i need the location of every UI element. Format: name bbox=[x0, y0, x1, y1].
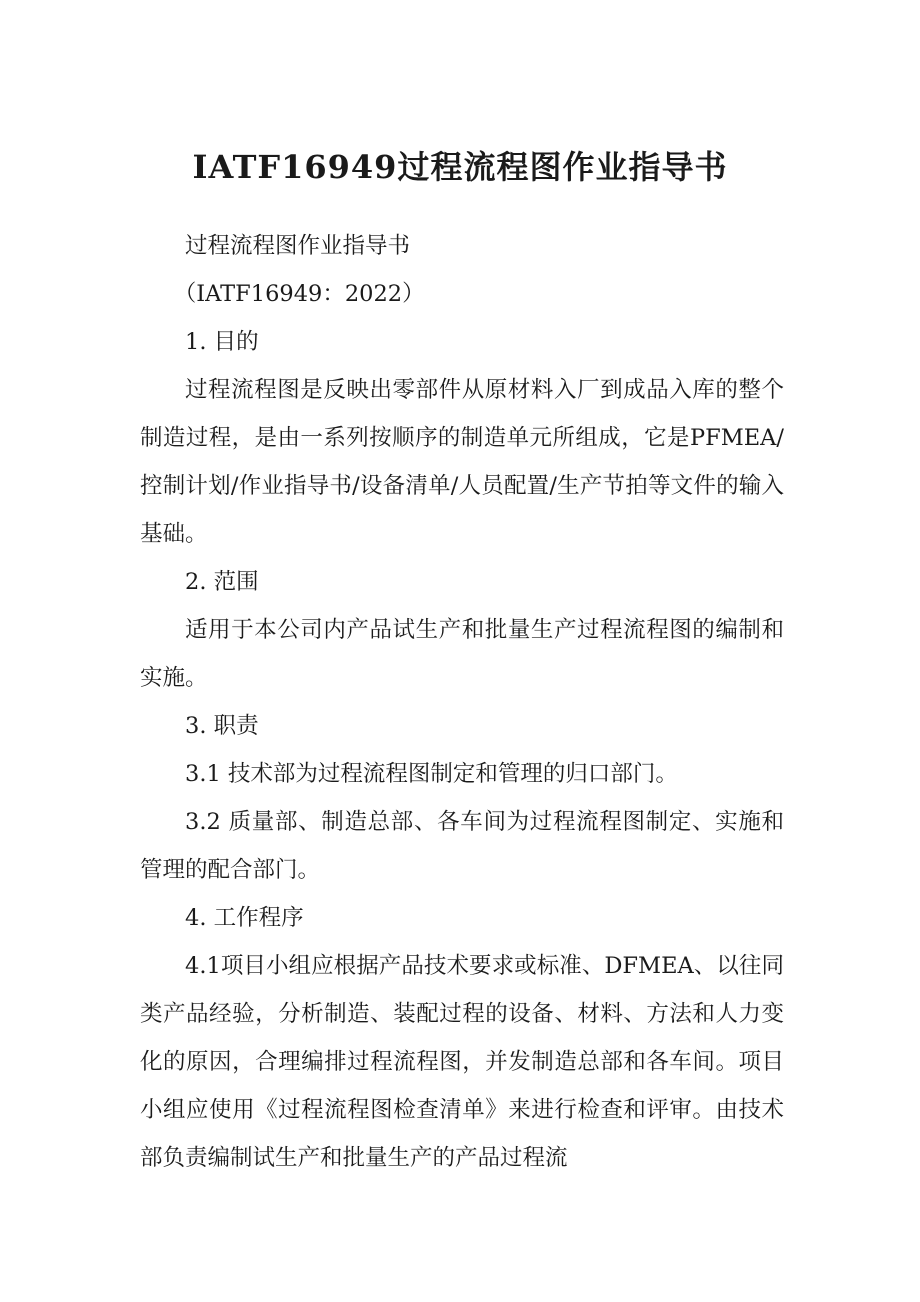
standard-reference: （IATF16949：2022） bbox=[173, 281, 425, 307]
section-paragraph-scope: 适用于本公司内产品试生产和批量生产过程流程图的编制和实施。 bbox=[140, 617, 784, 691]
section-paragraph-purpose: 过程流程图是反映出零部件从原材料入厂到成品入库的整个制造过程，是由一系列按顺序的制造单元所组成，它是PFMEA/控制计划/作业指导书/设备清单/人员配置/生产节拍等文件的输入基础。 bbox=[140, 377, 784, 547]
document-title: IATF16949过程流程图作业指导书 bbox=[192, 148, 728, 186]
section-heading-scope: 2. 范围 bbox=[185, 569, 259, 595]
responsibility-item-3-1: 3.1 技术部为过程流程图制定和管理的归口部门。 bbox=[185, 761, 678, 787]
section-heading-purpose: 1. 目的 bbox=[185, 329, 259, 355]
document-subtitle: 过程流程图作业指导书 bbox=[185, 233, 411, 259]
procedure-item-4-1: 4.1项目小组应根据产品技术要求或标准、DFMEA、以往同类产品经验，分析制造、装配过程的设备、材料、方法和人力变化的原因，合理编排过程流程图，并发制造总部和各车间。项目小组应使用《过程流程图检查清单》来进行检查和评审。由技术部负责编制试生产和批量生产的产品过程流 bbox=[140, 953, 784, 1171]
document-body bbox=[140, 222, 784, 1182]
responsibility-item-3-2: 3.2 质量部、制造总部、各车间为过程流程图制定、实施和管理的配合部门。 bbox=[140, 809, 784, 883]
section-heading-responsibility: 3. 职责 bbox=[185, 713, 259, 739]
section-heading-procedure: 4. 工作程序 bbox=[185, 905, 304, 931]
